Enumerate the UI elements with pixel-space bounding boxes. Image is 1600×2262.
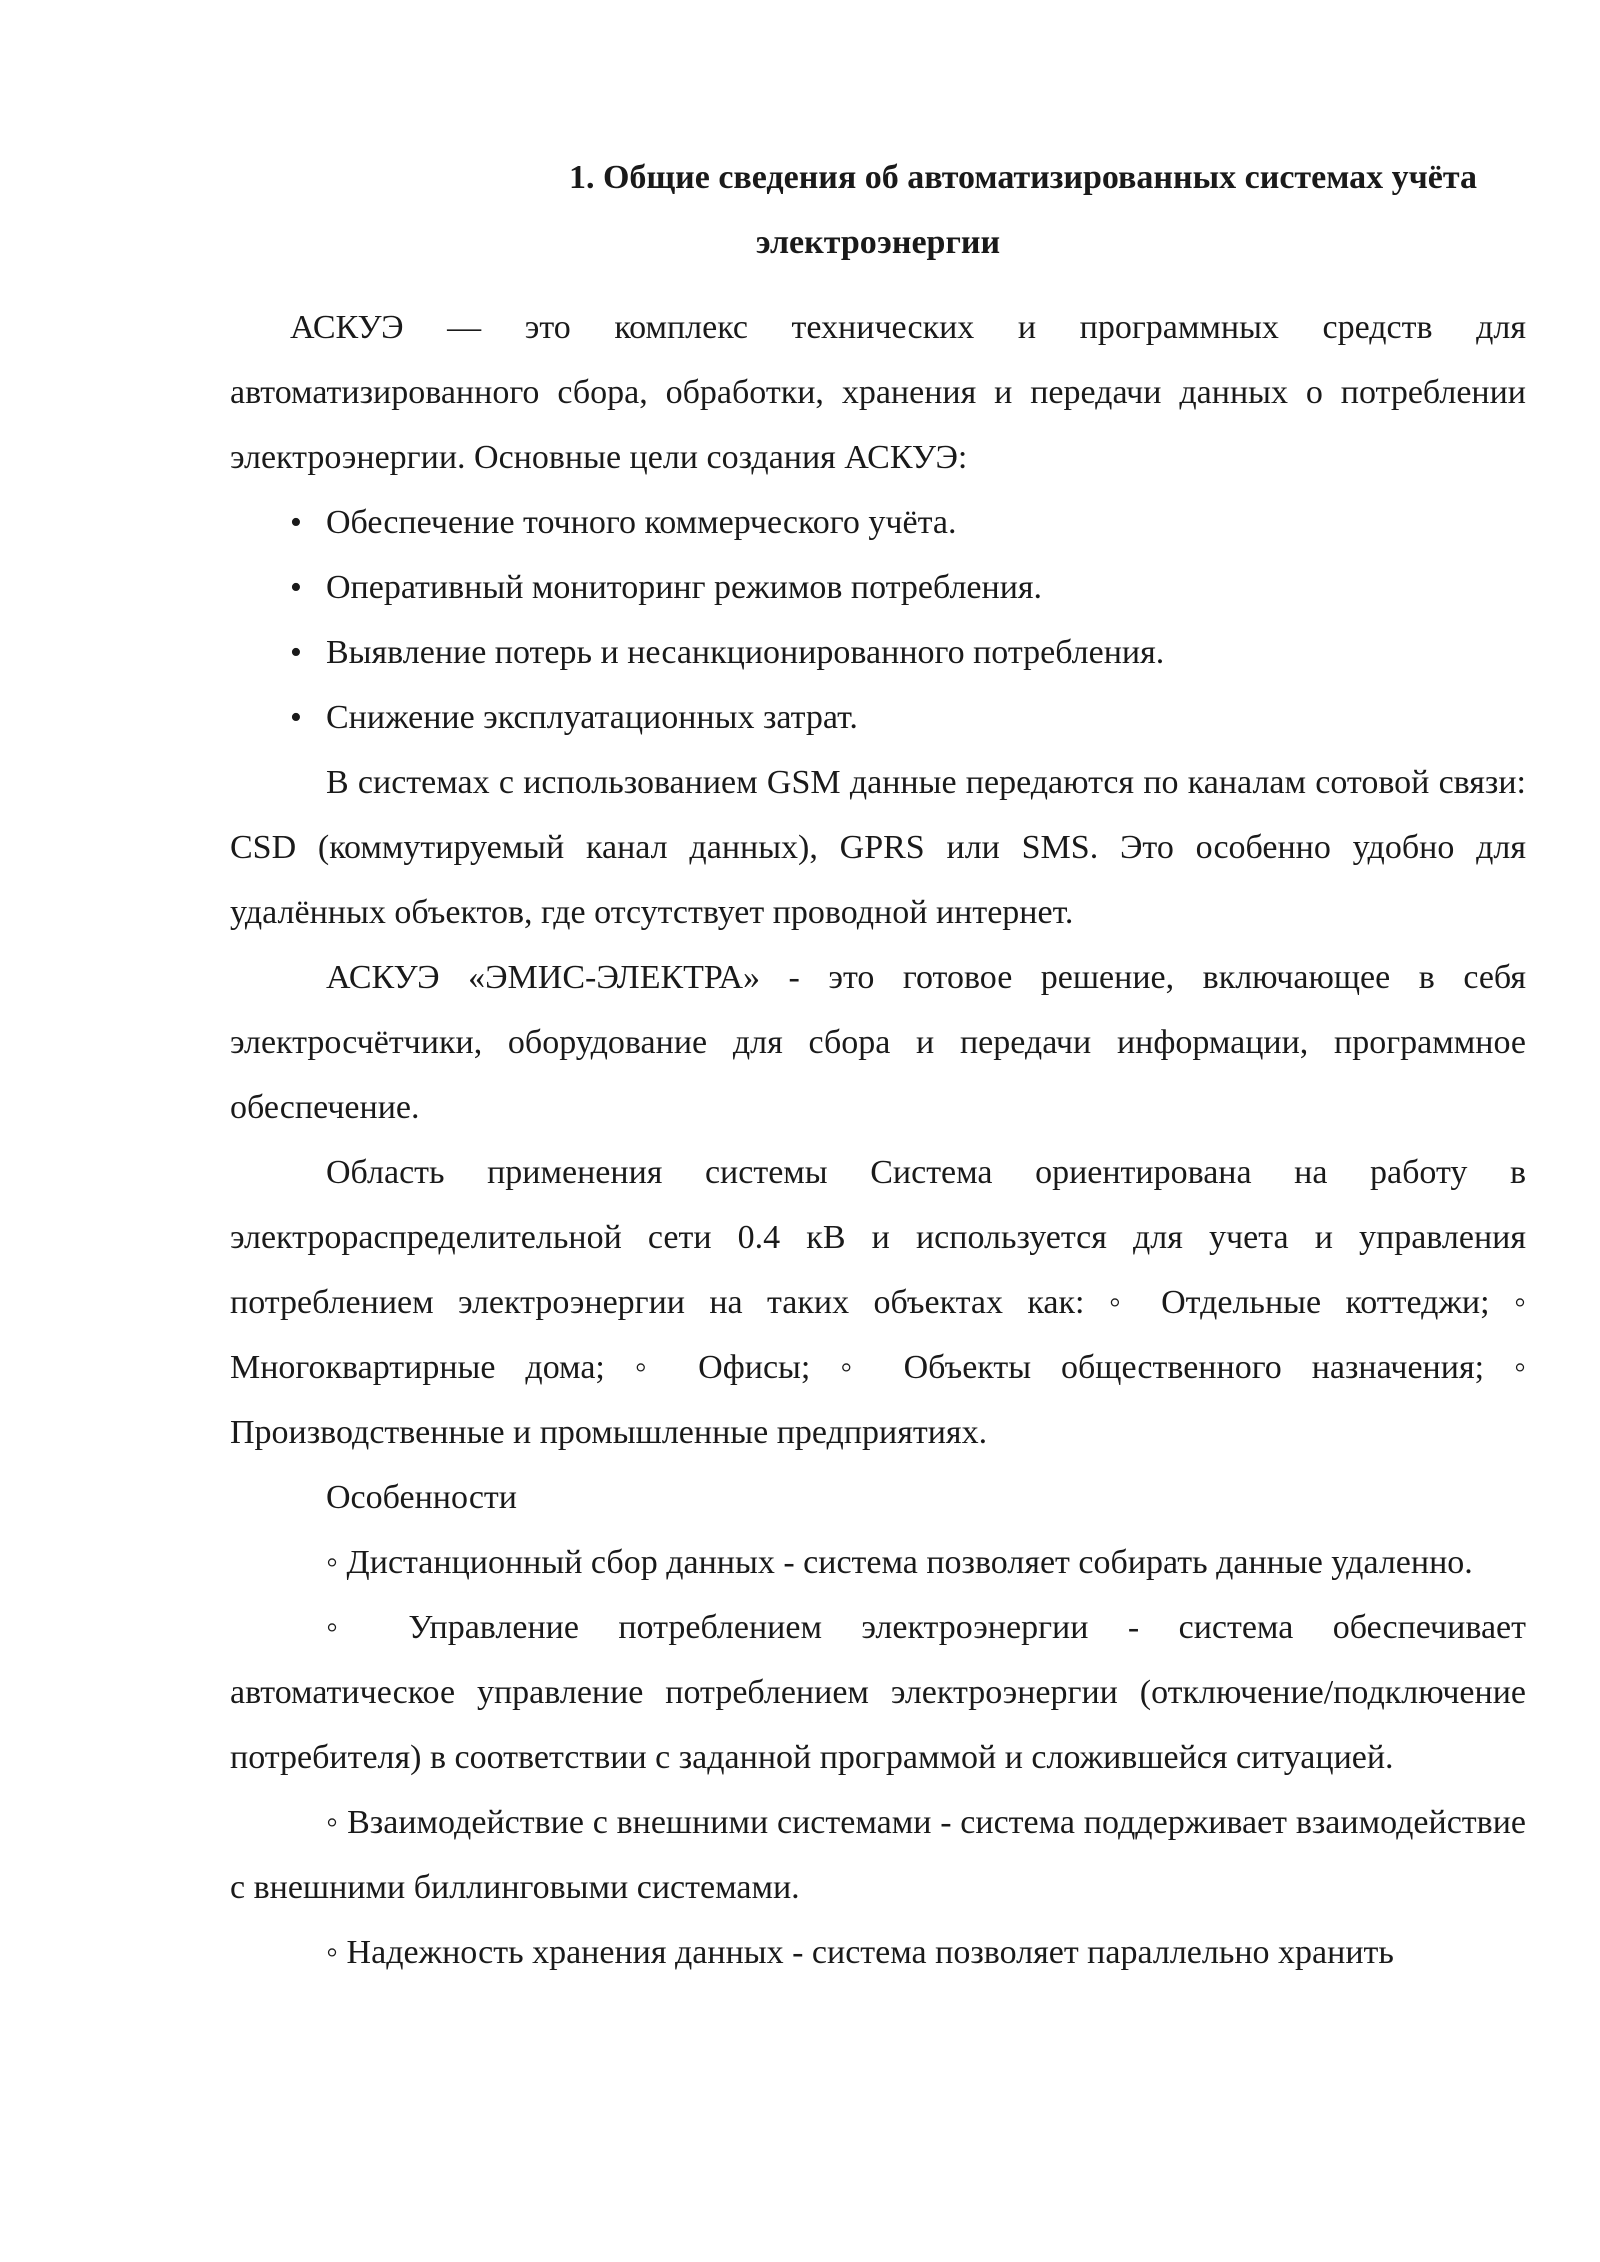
document-body	[230, 145, 1526, 1985]
list-item: • Выявление потерь и несанкционированного потребления.	[326, 620, 1526, 685]
section-heading-line-2: электроэнергии	[755, 224, 1001, 261]
paragraph-feature-interop: ◦ Взаимодействие с внешними системами - система поддерживает взаимодействие с внешними биллинговыми системами.	[230, 1804, 1526, 1906]
list-item: • Снижение эксплуатационных затрат.	[326, 685, 1526, 750]
paragraph-emis: АСКУЭ «ЭМИС-ЭЛЕКТРА» - это готовое решение, включающее в себя электросчётчики, оборудование для сбора и передачи информации, программное обеспечение.	[230, 959, 1526, 1126]
list-item: • Обеспечение точного коммерческого учёта.	[326, 490, 1526, 555]
list-item: • Оперативный мониторинг режимов потребления.	[326, 555, 1526, 620]
paragraph-gsm: В системах с использованием GSM данные передаются по каналам сотовой связи: CSD (коммутируемый канал данных), GPRS или SMS. Это особенно удобно для удалённых объектов, где отсутствует проводной интернет.	[230, 764, 1526, 931]
features-title: Особенности	[326, 1479, 517, 1516]
paragraph-scope: Область применения системы Система ориентирована на работу в электрораспределительной сети 0.4 кВ и используется для учета и управления потреблением электроэнергии на таких объектах как: ◦ Отдельные коттеджи; ◦ Многоквартирные дома; ◦ Офисы; ◦ Объекты общественного назначения; ◦ Производственные и промышленные предприятиях.	[230, 1154, 1526, 1451]
section-heading-line-1: 1. Общие сведения об автоматизированных системах учёта	[568, 159, 1478, 196]
paragraph-feature-control: ◦ Управление потреблением электроэнергии - система обеспечивает автоматическое управление потреблением электроэнергии (отключение/подключение потребителя) в соответствии с заданной программой и сложившейся ситуацией.	[230, 1609, 1526, 1776]
goals-list	[230, 490, 1526, 750]
section-heading	[230, 145, 1526, 275]
paragraph-feature-storage: ◦ Надежность хранения данных - система позволяет параллельно хранить	[326, 1934, 1394, 1971]
paragraph-intro: АСКУЭ — это комплекс технических и программных средств для автоматизированного сбора, обработки, хранения и передачи данных о потреблении электроэнергии. Основные цели создания АСКУЭ:	[230, 309, 1526, 476]
paragraph-feature-remote: ◦ Дистанционный сбор данных - система позволяет собирать данные удаленно.	[326, 1544, 1473, 1581]
